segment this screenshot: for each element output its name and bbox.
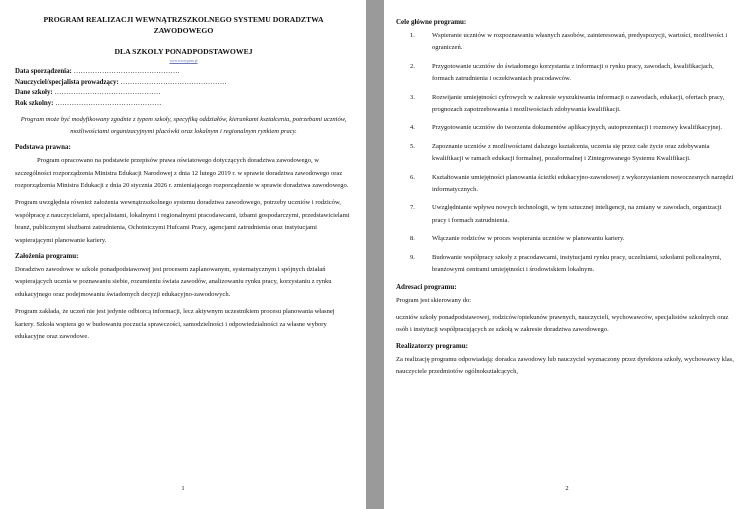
recipients-intro: Program jest skierowany do: <box>396 296 472 304</box>
intro-note: Program może być modyfikowany zgodnie z typem szkoły, specyfiką oddziałów, kierunkami kształcenia, potrzebami uczniów, możliwościami organizacyjnymi placówki oraz lokalnym i regionalnym rynkiem pracy. <box>20 116 347 135</box>
website-link[interactable]: www.wzorypism.pl <box>169 59 198 63</box>
document-title: PROGRAM REALIZACJI WEWNĄTRZSZKOLNEGO SYSTEMU DORADZTWA ZAWODOWEGO DLA SZKOLY PONADPODSTAWOWEJ <box>43 15 324 56</box>
recipients-heading: Adresaci programu: <box>396 282 457 291</box>
document-page-1 <box>0 0 366 509</box>
recipients-paragraph: uczniów szkoły ponadpodstawowej, rodziców/opiekunów prawnych, nauczycieli, wychowawców, specjalistów szkolnych oraz osób i instytucji współpracujących ze szkołą w zakresie doradztwa zawodowego. <box>396 313 729 334</box>
list-item: 2. Przygotowanie uczniów do świadomego korzystania z informacji o rynku pracy, zawodach, kwalifikacjach, formach zatrudnienia i oczekiwaniach pracodawców. <box>410 62 714 83</box>
list-item: 8. Włączanie rodziców w proces wspierania uczniów w planowaniu kariery. <box>410 235 625 243</box>
list-item: 3. Rozwijanie umiejętności cyfrowych w zakresie wyszukiwania informacji o zawodach, edukacji, ofertach pracy, prognozach zapotrzebowania i możliwościach zdobywania kwalifikacji. <box>410 93 725 114</box>
legal-basis-heading: Podstawa prawna: <box>15 143 71 152</box>
page-number: 1 <box>181 485 185 492</box>
field-year: Rok szkolny: ……………………………………… <box>15 99 162 107</box>
field-teacher: Nauczyciel/specjalista prowadzący: ……………………………………… <box>15 78 227 86</box>
list-item: 7. Uwzględnianie wpływu nowych technologii, w tym sztucznej inteligencji, na zmiany w zawodach, organizacji pracy i formach zatrudnienia. <box>410 204 722 224</box>
field-school: Dane szkoły: ……………………………………… <box>15 89 161 97</box>
implementers-heading: Realizatorzy programu: <box>396 341 468 350</box>
assumptions-paragraph: Doradztwo zawodowe w szkole ponadpodstawowej jest procesem zaplanowanym, systematycznym i spójnych działań wspierających ucznia w poznawaniu siebie, rozumieniu świata zawodów, analizowaniu rynku pracy, korzystaniu z rynku edukacyjnego oraz podejmowaniu świadomych decyzji edukacyjno-zawodowych. <box>15 266 332 298</box>
list-item: 4. Przygotowanie uczniów do tworzenia dokumentów aplikacyjnych, autoprezentacji i rozmowy kwalifikacyjnej. <box>410 124 722 132</box>
page-number: 2 <box>565 485 569 492</box>
field-date: Data sporządzenia: ……………………………………… <box>15 68 180 75</box>
goals-heading: Cele główne programu: <box>396 18 467 26</box>
list-item: 9. Budowanie współpracy szkoły z pracodawcami, instytucjami rynku pracy, uczelniami, szkołami policealnymi, branżowymi centrami umiejętności i środowiskiem lokalnym. <box>410 253 722 274</box>
list-item: 6. Kształtowanie umiejętności planowania ścieżki edukacyjno-zawodowej z wykorzystaniem nowoczesnych narzędzi informatycznych. <box>410 173 734 194</box>
assumptions-paragraph-2: Program zakłada, że uczeń nie jest jedynie odbiorcą informacji, lecz aktywnym uczestnikiem procesu planowania własnej kariery. Szkoła wspiera go w budowaniu poczucia sprawczości, samodzielności i odpowiedzialności za własne wybory edukacyjne oraz zawodowe. <box>15 308 335 341</box>
legal-basis-paragraph: Program opracowano na podstawie przepisów prawa oświatowego dotyczących doradztwa zawodowego, w szczególności rozporządzenia Ministra Edukacji Narodowej z dnia 12 lutego 2019 r. w sprawie doradztwa zawodowego oraz rozporządzenia Ministra Edukacji z dnia 20 stycznia 2026 r. zmieniającego rozporządzenie w sprawie doradztwa zawodowego. <box>15 157 349 189</box>
goals-list <box>396 30 736 277</box>
list-item: 1. Wspieranie uczniów w rozpoznawaniu własnych zasobów, zainteresowań, predyspozycji, wartości, możliwości i ograniczeń. <box>410 32 728 52</box>
list-item: 5. Zapoznanie uczniów z możliwościami dalszego kształcenia, uczenia się przez całe życie oraz zdobywania kwalifikacji w ramach edukacji formalnej, pozaformalnej i Zintegrowanego Systemu Kwalifikacji. <box>410 142 710 163</box>
assumptions-heading: Założenia programu: <box>15 252 79 261</box>
implementers-paragraph: Za realizację programu odpowiadają: doradca zawodowy lub nauczyciel wyznaczony przez dyrektora szkoły, wychowawcy klas, nauczyciele przedmiotów ogólnokształcących, <box>396 355 734 376</box>
legal-basis-paragraph-2: Program uwzględnia również założenia wewnątrzszkolnego systemu doradztwa zawodowego, potrzeby uczniów i rodziców, współpracę z nauczycielami, specjalistami, lokalnymi i regionalnymi pracodawcami, izbami gospodarczymi, przedstawicielami branż, publicznymi służbami zatrudnienia, Ochotniczymi Hufcami Pracy, agencjami zatrudnienia oraz instytucjami wspierającymi planowanie kariery. <box>15 199 350 244</box>
document-page-2 <box>384 0 750 509</box>
